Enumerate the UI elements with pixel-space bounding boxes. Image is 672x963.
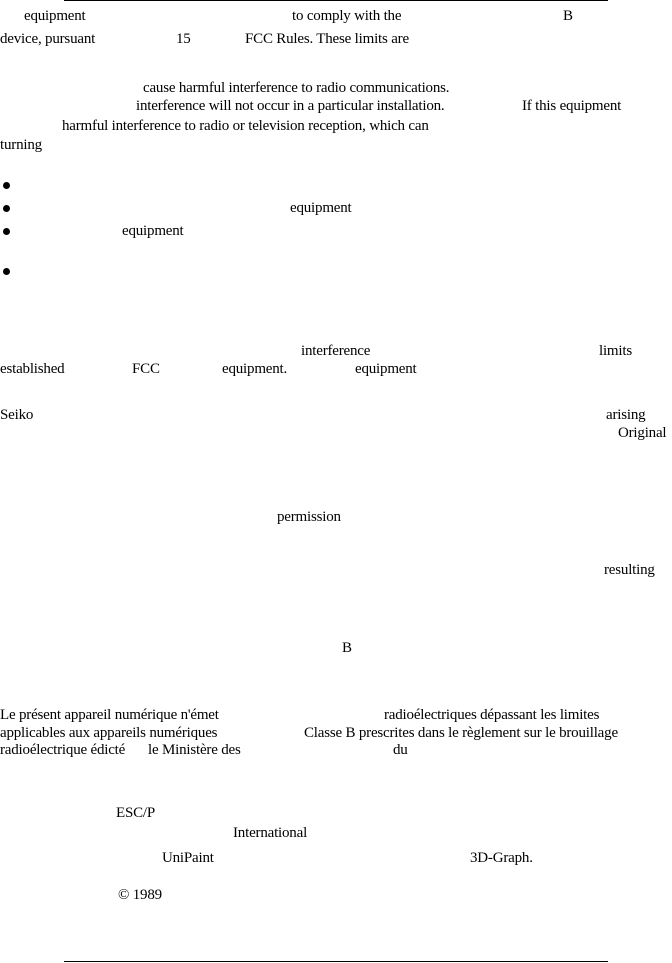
text-fragment: UniPaint — [162, 850, 214, 866]
text-fragment: device, pursuant — [0, 31, 96, 47]
text-fragment: International — [233, 825, 308, 841]
text-fragment: B — [342, 640, 352, 656]
text-fragment: 15 — [176, 31, 191, 47]
text-fragment: equipment — [24, 8, 86, 24]
top-rule — [64, 0, 608, 1]
text-fragment: equipment — [355, 361, 417, 377]
text-fragment: permission — [277, 509, 341, 525]
text-fragment: Original — [618, 425, 667, 441]
bullet-icon — [3, 268, 10, 275]
copyright-notice: © 1989 — [118, 887, 162, 903]
text-fragment: limits — [599, 343, 632, 359]
text-fragment: interference — [301, 343, 371, 359]
text-fragment: interference will not occur in a particular installation. — [136, 98, 445, 114]
text-fragment: FCC — [132, 361, 160, 377]
text-fragment: ESC/P — [116, 805, 156, 821]
text-fragment: resulting — [604, 562, 655, 578]
text-fragment: equipment. — [222, 361, 288, 377]
text-fragment: established — [0, 361, 65, 377]
bullet-icon — [3, 205, 10, 212]
bullet-icon — [3, 228, 10, 235]
text-fragment: le Ministère des — [148, 742, 241, 758]
text-fragment: applicables aux appareils numériques — [0, 725, 218, 741]
text-fragment: to comply with the — [292, 8, 402, 24]
text-fragment: equipment — [122, 223, 184, 239]
text-fragment: Le présent appareil numérique n'émet — [0, 707, 219, 723]
text-fragment: B — [563, 8, 573, 24]
text-fragment: FCC Rules. These limits are — [245, 31, 409, 47]
text-fragment: radioélectrique édicté — [0, 742, 126, 758]
bottom-rule — [64, 961, 608, 962]
text-fragment: arising — [606, 407, 646, 423]
text-fragment: 3D-Graph. — [470, 850, 533, 866]
text-fragment: turning — [0, 137, 42, 153]
text-fragment: du — [393, 742, 408, 758]
text-fragment: Classe B prescrites dans le règlement sur le brouillage — [304, 725, 618, 741]
text-fragment: If this equipment — [522, 98, 622, 114]
bullet-icon — [3, 182, 10, 189]
text-fragment: harmful interference to radio or television reception, which can — [62, 118, 429, 134]
text-fragment: Seiko — [0, 407, 34, 423]
text-fragment: cause harmful interference to radio communications. — [143, 80, 450, 96]
text-fragment: radioélectriques dépassant les limites — [384, 707, 600, 723]
text-fragment: equipment — [290, 200, 352, 216]
